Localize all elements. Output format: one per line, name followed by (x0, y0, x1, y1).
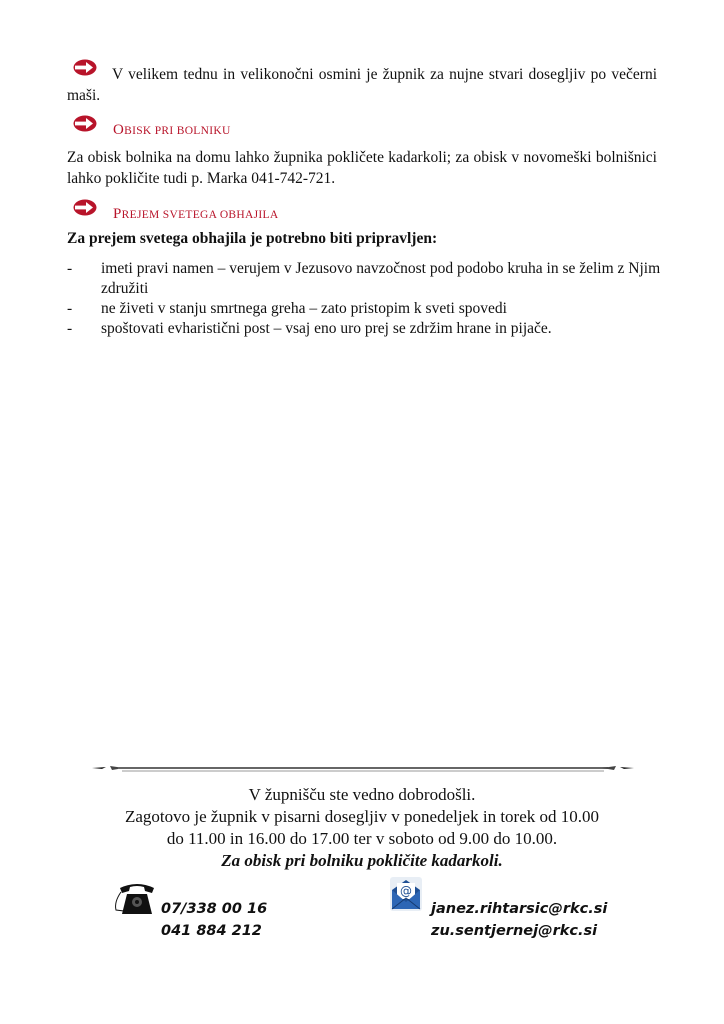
phone-number: 07/338 00 16 (161, 901, 268, 917)
footer-hours-1: Zagotovo je župnik v pisarni dosegljiv v ponedeljek in torek od 10.00 (124, 807, 600, 826)
email-address[interactable]: janez.rihtarsic@rkc.si (431, 901, 608, 917)
telephone-icon (112, 882, 162, 916)
list-item: - spoštovati evharistični post – vsaj eno uro prej se zdržim hrane in pijače. (67, 320, 552, 337)
footer-sick-visit: Za obisk pri bolniku pokličite kadarkoli. (221, 851, 503, 870)
dash-bullet: - (67, 320, 73, 337)
svg-text:@: @ (400, 884, 412, 898)
list-item: - imeti pravi namen – verujem v Jezusovo navzočnost pod podobo kruha in se želim z Njim združiti (67, 260, 661, 297)
footer-welcome: V župnišču ste vedno dobrodošli. (248, 785, 476, 804)
email-list (431, 898, 607, 942)
ornamental-divider (92, 763, 634, 775)
hospital-visit-text: Za obisk bolnika na domu lahko župnika pokličete kadarkoli; za obisk v novomeški bolnišnici lahko pokličite tudi p. Marka 041-742-721. (67, 149, 657, 187)
arrow-bullet-icon (73, 115, 97, 132)
arrow-bullet-icon (73, 199, 97, 216)
communion-lead: Za prejem svetega obhajila je potrebno biti pripravljen: (67, 230, 438, 247)
dash-bullet: - (67, 260, 73, 277)
dash-bullet: - (67, 300, 73, 317)
email-icon (389, 876, 423, 912)
email-address[interactable]: zu.sentjernej@rkc.si (431, 923, 598, 939)
notice-text: V velikem tednu in velikonočni osmini je župnik za nujne stvari dosegljiv po večerni maši. (67, 66, 657, 104)
footer-hours-2: do 11.00 in 16.00 do 17.00 ter v soboto od 9.00 do 10.00. (166, 829, 558, 848)
phone-number: 041 884 212 (161, 923, 262, 939)
list-item: - ne živeti v stanju smrtnega greha – zato pristopim k sveti spovedi (67, 300, 507, 317)
communion-requirements-list (67, 259, 667, 339)
section-heading-hospital-visit: OBISK PRI BOLNIKU (113, 122, 231, 138)
footer-info (60, 784, 664, 872)
phone-list (161, 898, 267, 942)
section-heading-communion: PREJEM SVETEGA OBHAJILA (113, 206, 279, 222)
